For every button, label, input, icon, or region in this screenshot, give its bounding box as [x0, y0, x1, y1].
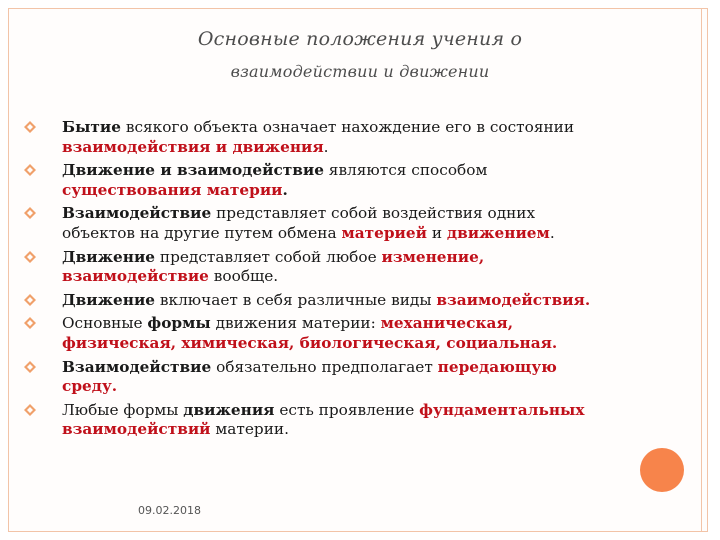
list-item	[16, 204, 696, 243]
item-text-segment: Любые формы	[62, 400, 184, 419]
item-text-segment: являются способом	[328, 161, 488, 180]
diamond-bullet-icon	[23, 360, 37, 374]
item-text-segment: фундаментальных взаимодействий	[62, 400, 585, 439]
item-text-segment: изменение,	[381, 247, 485, 266]
frame-border-right	[701, 8, 702, 532]
item-text-segment: взаимодействие	[62, 267, 209, 286]
list-item	[16, 291, 696, 311]
item-text-segment: Бытие	[62, 118, 121, 136]
item-text-segment: .	[323, 137, 329, 156]
diamond-bullet-icon	[23, 163, 37, 177]
list-item	[16, 358, 696, 397]
item-text-segment: материей	[341, 223, 427, 242]
item-text-segment: обязательно предполагает	[211, 357, 438, 376]
item-text-segment: включает в себя различные виды	[155, 290, 437, 309]
item-text-segment: .	[282, 180, 288, 199]
item-text-segment: взаимодействия.	[436, 290, 591, 309]
list-item	[16, 401, 696, 440]
item-text-segment: Взаимодействие	[62, 204, 212, 223]
item-text-segment: существования материи	[62, 180, 283, 199]
item-text-segment: Движение	[62, 290, 156, 309]
diamond-bullet-icon	[23, 206, 37, 220]
bullet-list	[16, 118, 696, 444]
item-text-segment: движения материи:	[210, 314, 381, 333]
item-text-segment: представляет собой воздействия одних объектов на другие путем обмена	[62, 204, 536, 242]
list-item	[16, 118, 696, 157]
item-text-segment: всякого объекта означает нахождение его в состоянии	[125, 118, 575, 136]
slide-title-line2: взаимодействии и движении	[230, 62, 490, 81]
diamond-bullet-icon	[23, 250, 37, 264]
item-text-segment: взаимодействия и движения	[62, 137, 324, 156]
diamond-bullet-icon	[23, 120, 37, 134]
item-text-segment: Взаимодействие	[62, 357, 212, 376]
item-text-segment: механическая, физическая, химическая, биологическая, социальная.	[62, 314, 558, 352]
item-text-segment: формы	[147, 314, 211, 333]
item-text-segment: .	[549, 223, 555, 242]
item-text-segment: движения	[183, 400, 275, 419]
list-item	[16, 314, 696, 353]
item-text-segment: передающую среду.	[62, 357, 557, 396]
decorative-circle	[640, 448, 684, 492]
item-text-segment: материи.	[210, 420, 289, 439]
list-item	[16, 161, 696, 200]
diamond-bullet-icon	[23, 316, 37, 330]
item-text-segment: движением	[446, 223, 550, 242]
item-text-segment: Движение и взаимодействие	[62, 161, 324, 180]
item-text-segment: Движение	[62, 247, 156, 266]
slide-date: 09.02.2018	[138, 504, 201, 517]
diamond-bullet-icon	[23, 293, 37, 307]
item-text-segment: Основные	[62, 314, 148, 333]
list-item	[16, 248, 696, 287]
item-text-segment: вообще.	[208, 267, 279, 286]
item-text-segment: есть проявление	[274, 400, 420, 419]
item-text-segment: представляет собой любое	[155, 247, 382, 266]
diamond-bullet-icon	[23, 403, 37, 417]
item-text-segment: и	[426, 223, 447, 242]
slide-title-line1: Основные положения учения о	[197, 28, 523, 50]
